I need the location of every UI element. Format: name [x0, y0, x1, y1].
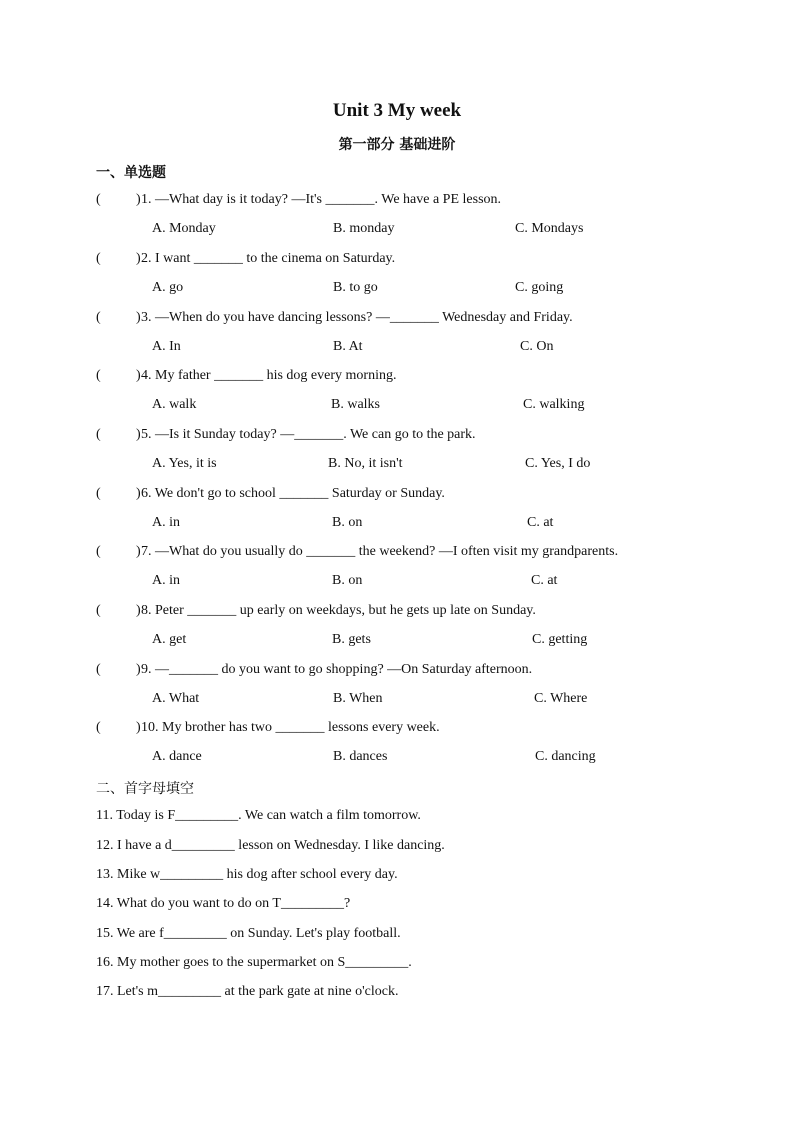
option-c: C. walking: [523, 397, 585, 412]
option-b: B. on: [332, 515, 363, 530]
answer-paren-close: ): [136, 486, 141, 501]
answer-paren-close: ): [136, 368, 141, 383]
question-text: 9. —_______ do you want to go shopping? —On Saturday afternoon.: [141, 662, 533, 677]
page-subtitle: 第一部分 基础进阶: [338, 137, 456, 153]
option-b: B. When: [333, 691, 383, 706]
question-text: 8. Peter _______ up early on weekdays, but he gets up late on Sunday.: [141, 603, 536, 618]
answer-paren-open: (: [96, 251, 101, 266]
answer-paren-close: ): [136, 662, 141, 677]
question-text: 6. We don't go to school _______ Saturday or Sunday.: [141, 486, 445, 501]
answer-paren-open: (: [96, 486, 101, 501]
option-b: B. No, it isn't: [328, 456, 403, 471]
question-text: 4. My father _______ his dog every morning.: [141, 368, 397, 383]
option-a: A. get: [152, 632, 187, 647]
question-text: 2. I want _______ to the cinema on Saturday.: [141, 251, 396, 266]
option-c: C. Mondays: [515, 221, 584, 236]
answer-paren-open: (: [96, 544, 101, 559]
question-row: [96, 192, 716, 212]
section-heading-fill-blank: 二、首字母填空: [96, 781, 194, 797]
page-title: Unit 3 My week: [332, 100, 462, 121]
question-text: 1. —What day is it today? —It's _______. We have a PE lesson.: [141, 192, 502, 207]
answer-paren-close: ): [136, 603, 141, 618]
option-c: C. at: [527, 515, 554, 530]
option-a: A. in: [152, 573, 180, 588]
fill-blank-item: 13. Mike w_________ his dog after school every day.: [96, 867, 398, 882]
option-b: B. monday: [333, 221, 395, 236]
question-text: 10. My brother has two _______ lessons every week.: [141, 720, 440, 735]
option-a: A. in: [152, 515, 180, 530]
answer-paren-open: (: [96, 603, 101, 618]
option-a: A. dance: [152, 749, 202, 764]
option-a: A. Yes, it is: [152, 456, 217, 471]
answer-paren-close: ): [136, 720, 141, 735]
option-b: B. At: [333, 339, 363, 354]
option-c: C. Yes, I do: [525, 456, 591, 471]
question-row: [96, 544, 716, 564]
answer-paren-open: (: [96, 662, 101, 677]
answer-paren-close: ): [136, 544, 141, 559]
option-b: B. on: [332, 573, 363, 588]
answer-paren-close: ): [136, 310, 141, 325]
option-c: C. going: [515, 280, 564, 295]
section-heading-multiple-choice: 一、单选题: [96, 165, 166, 181]
answer-paren-open: (: [96, 310, 101, 325]
answer-paren-open: (: [96, 720, 101, 735]
question-row: [96, 603, 716, 623]
question-text: 3. —When do you have dancing lessons? —_______ Wednesday and Friday.: [141, 310, 573, 325]
answer-paren-open: (: [96, 368, 101, 383]
option-a: A. Monday: [152, 221, 216, 236]
option-a: A. go: [152, 280, 184, 295]
answer-paren-open: (: [96, 427, 101, 442]
option-a: A. walk: [152, 397, 197, 412]
fill-blank-item: 17. Let's m_________ at the park gate at nine o'clock.: [96, 984, 399, 999]
answer-paren-close: ): [136, 192, 141, 207]
option-a: A. In: [152, 339, 181, 354]
question-row: [96, 427, 716, 447]
question-row: [96, 310, 716, 330]
answer-paren-close: ): [136, 427, 141, 442]
option-b: B. dances: [333, 749, 388, 764]
question-text: 7. —What do you usually do _______ the weekend? —I often visit my grandparents.: [141, 544, 619, 559]
answer-paren-close: ): [136, 251, 141, 266]
option-b: B. to go: [333, 280, 378, 295]
answer-paren-open: (: [96, 192, 101, 207]
option-c: C. On: [520, 339, 554, 354]
fill-blank-item: 15. We are f_________ on Sunday. Let's play football.: [96, 926, 401, 941]
fill-blank-item: 11. Today is F_________. We can watch a film tomorrow.: [96, 808, 421, 823]
question-row: [96, 486, 716, 506]
question-row: [96, 251, 716, 271]
question-text: 5. —Is it Sunday today? —_______. We can go to the park.: [141, 427, 476, 442]
fill-blank-item: 12. I have a d_________ lesson on Wednesday. I like dancing.: [96, 838, 445, 853]
option-c: C. Where: [534, 691, 588, 706]
option-b: B. gets: [332, 632, 371, 647]
option-c: C. dancing: [535, 749, 596, 764]
question-row: [96, 720, 716, 740]
question-row: [96, 662, 716, 682]
question-row: [96, 368, 716, 388]
fill-blank-item: 14. What do you want to do on T_________?: [96, 896, 351, 911]
option-b: B. walks: [331, 397, 380, 412]
fill-blank-item: 16. My mother goes to the supermarket on S_________.: [96, 955, 412, 970]
option-c: C. getting: [532, 632, 588, 647]
option-a: A. What: [152, 691, 200, 706]
option-c: C. at: [531, 573, 558, 588]
